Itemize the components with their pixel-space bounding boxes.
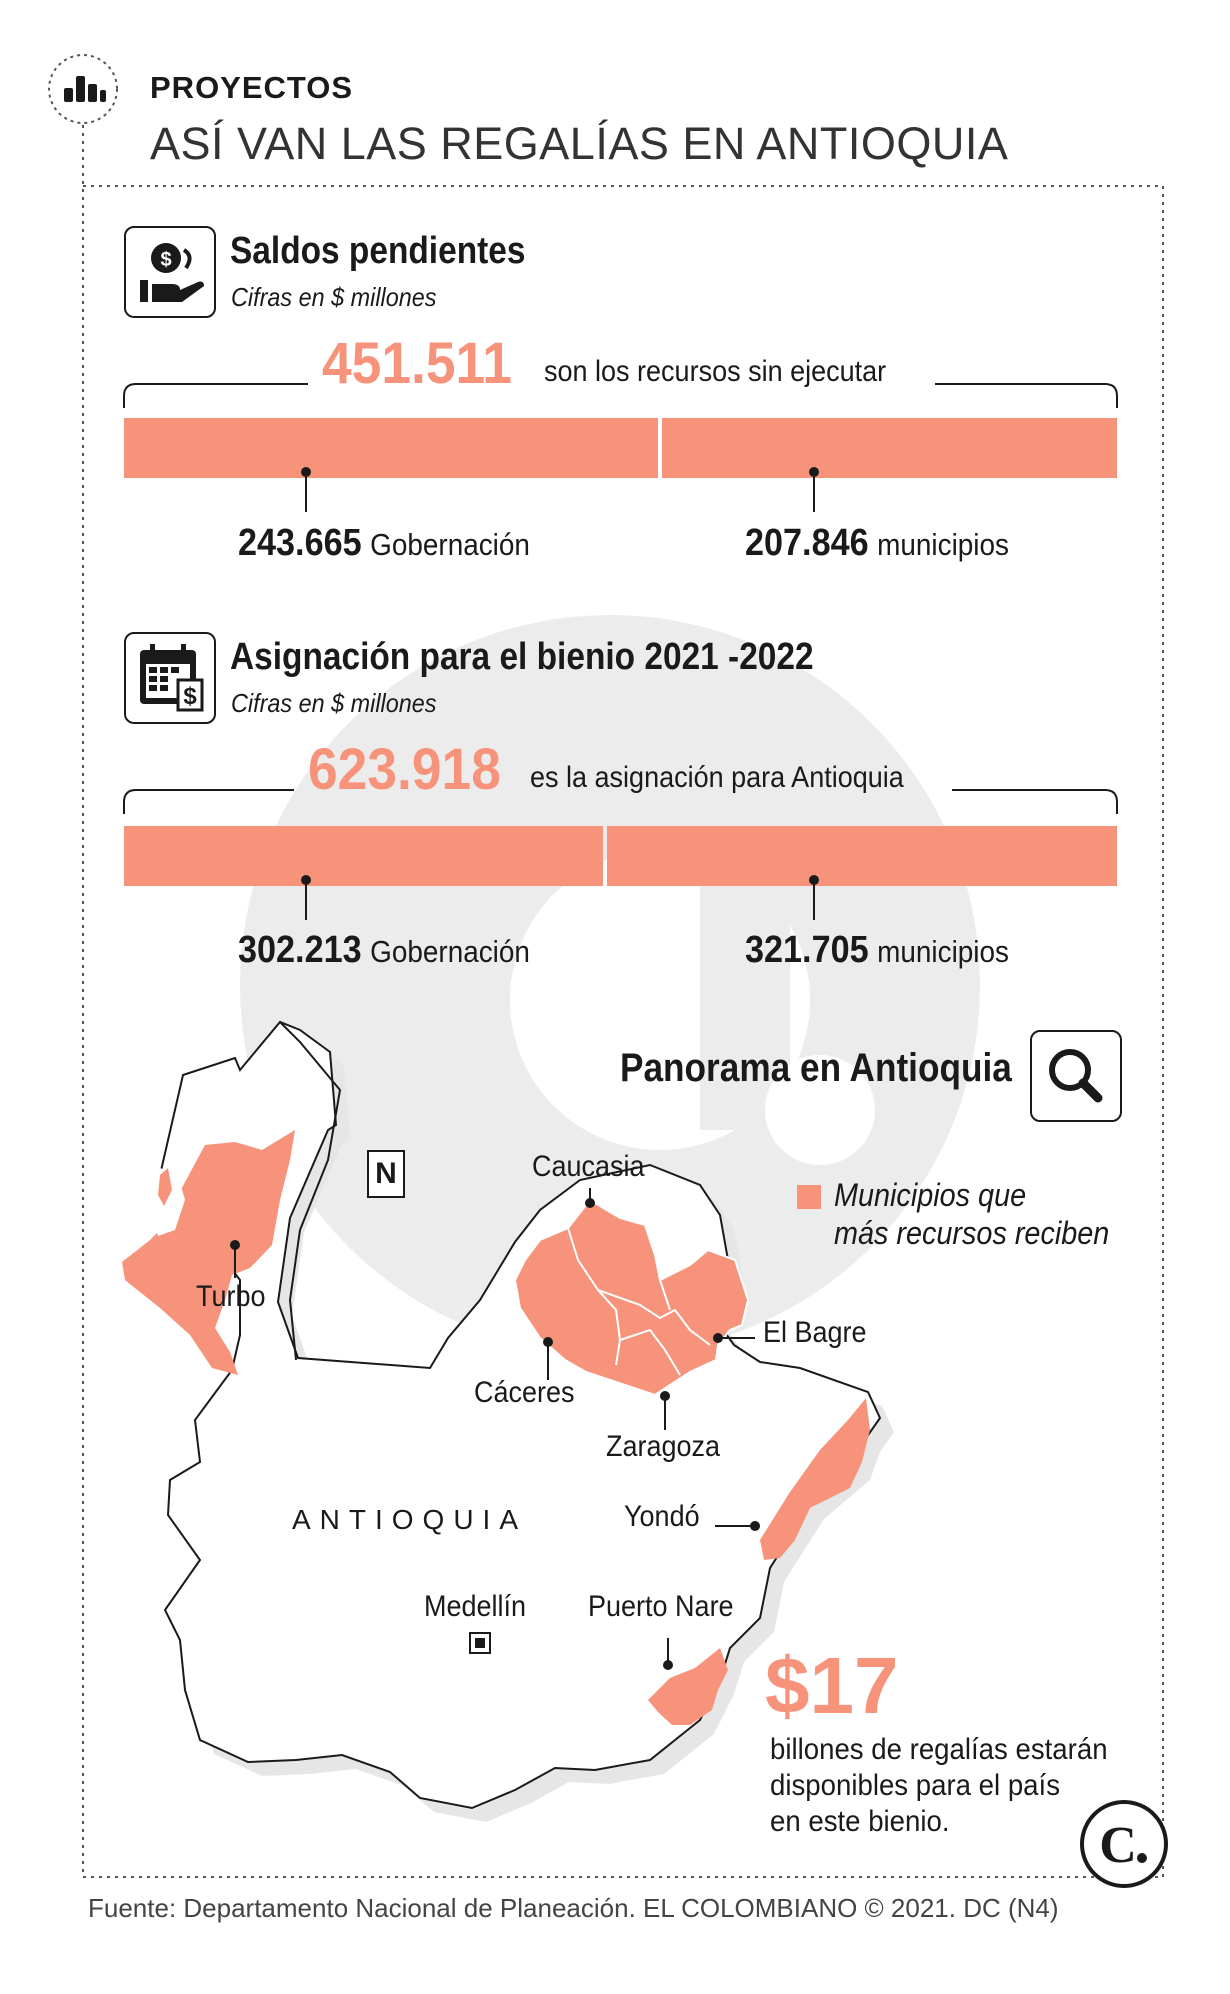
saldos-gobernacion-text: Gobernación	[370, 527, 530, 562]
map-region-label: ANTIOQUIA	[292, 1504, 528, 1535]
kicker: PROYECTOS	[150, 70, 354, 105]
fact-text	[770, 1732, 1108, 1840]
el-colombiano-logo-icon	[1078, 1798, 1170, 1890]
fact-line-3: en este bienio.	[770, 1805, 950, 1838]
label-turbo: Turbo	[196, 1280, 266, 1313]
label-zaragoza: Zaragoza	[606, 1430, 721, 1463]
label-el-bagre: El Bagre	[763, 1316, 867, 1349]
headline: ASÍ VAN LAS REGALÍAS EN ANTIOQUIA	[150, 118, 1009, 169]
legend-line-1: Municipios que	[834, 1177, 1027, 1213]
legend-line-2: más recursos reciben	[834, 1215, 1110, 1251]
saldos-total-value: 451.511	[322, 331, 512, 396]
asignacion-subtitle: Cifras en $ millones	[231, 688, 437, 718]
fact-line-2: disponibles para el país	[770, 1769, 1061, 1802]
footer-source: Fuente: Departamento Nacional de Planeación. EL COLOMBIANO © 2021. DC (N4)	[88, 1893, 1059, 1923]
asignacion-gobernacion-text: Gobernación	[370, 934, 530, 969]
north-arrow-icon	[367, 1150, 405, 1198]
fact-line-1: billones de regalías estarán	[770, 1733, 1108, 1766]
label-yondo: Yondó	[624, 1500, 700, 1533]
saldos-title: Saldos pendientes	[230, 230, 526, 272]
north-label: N	[375, 1157, 397, 1190]
legend-text	[834, 1176, 1109, 1252]
saldos-municipios-value: 207.846	[745, 522, 869, 564]
svg-text:$: $	[183, 683, 197, 710]
label-medellin: Medellín	[424, 1590, 527, 1623]
asignacion-total-value: 623.918	[308, 737, 501, 802]
capital-marker-icon	[469, 1632, 491, 1654]
magnifier-icon	[1030, 1030, 1122, 1122]
asignacion-gobernacion-value: 302.213	[238, 929, 362, 971]
legend-swatch	[797, 1185, 821, 1209]
saldos-subtitle: Cifras en $ millones	[231, 282, 437, 312]
panorama-title: Panorama en Antioquia	[620, 1046, 1012, 1090]
saldos-total-desc: son los recursos sin ejecutar	[544, 355, 887, 388]
label-puerto-nare: Puerto Nare	[588, 1590, 734, 1623]
asignacion-municipios-value: 321.705	[745, 929, 869, 971]
asignacion-municipios-text: municipios	[877, 934, 1009, 969]
fact-number: $17	[765, 1641, 899, 1730]
label-caceres: Cáceres	[474, 1376, 575, 1409]
saldos-gobernacion-value: 243.665	[238, 522, 362, 564]
saldos-municipios-text: municipios	[877, 527, 1009, 562]
label-caucasia: Caucasia	[532, 1150, 645, 1183]
svg-text:C: C	[1099, 1817, 1137, 1874]
asignacion-title: Asignación para el bienio 2021 -2022	[230, 636, 814, 678]
svg-text:$: $	[160, 249, 172, 271]
asignacion-total-desc: es la asignación para Antioquia	[530, 761, 904, 794]
